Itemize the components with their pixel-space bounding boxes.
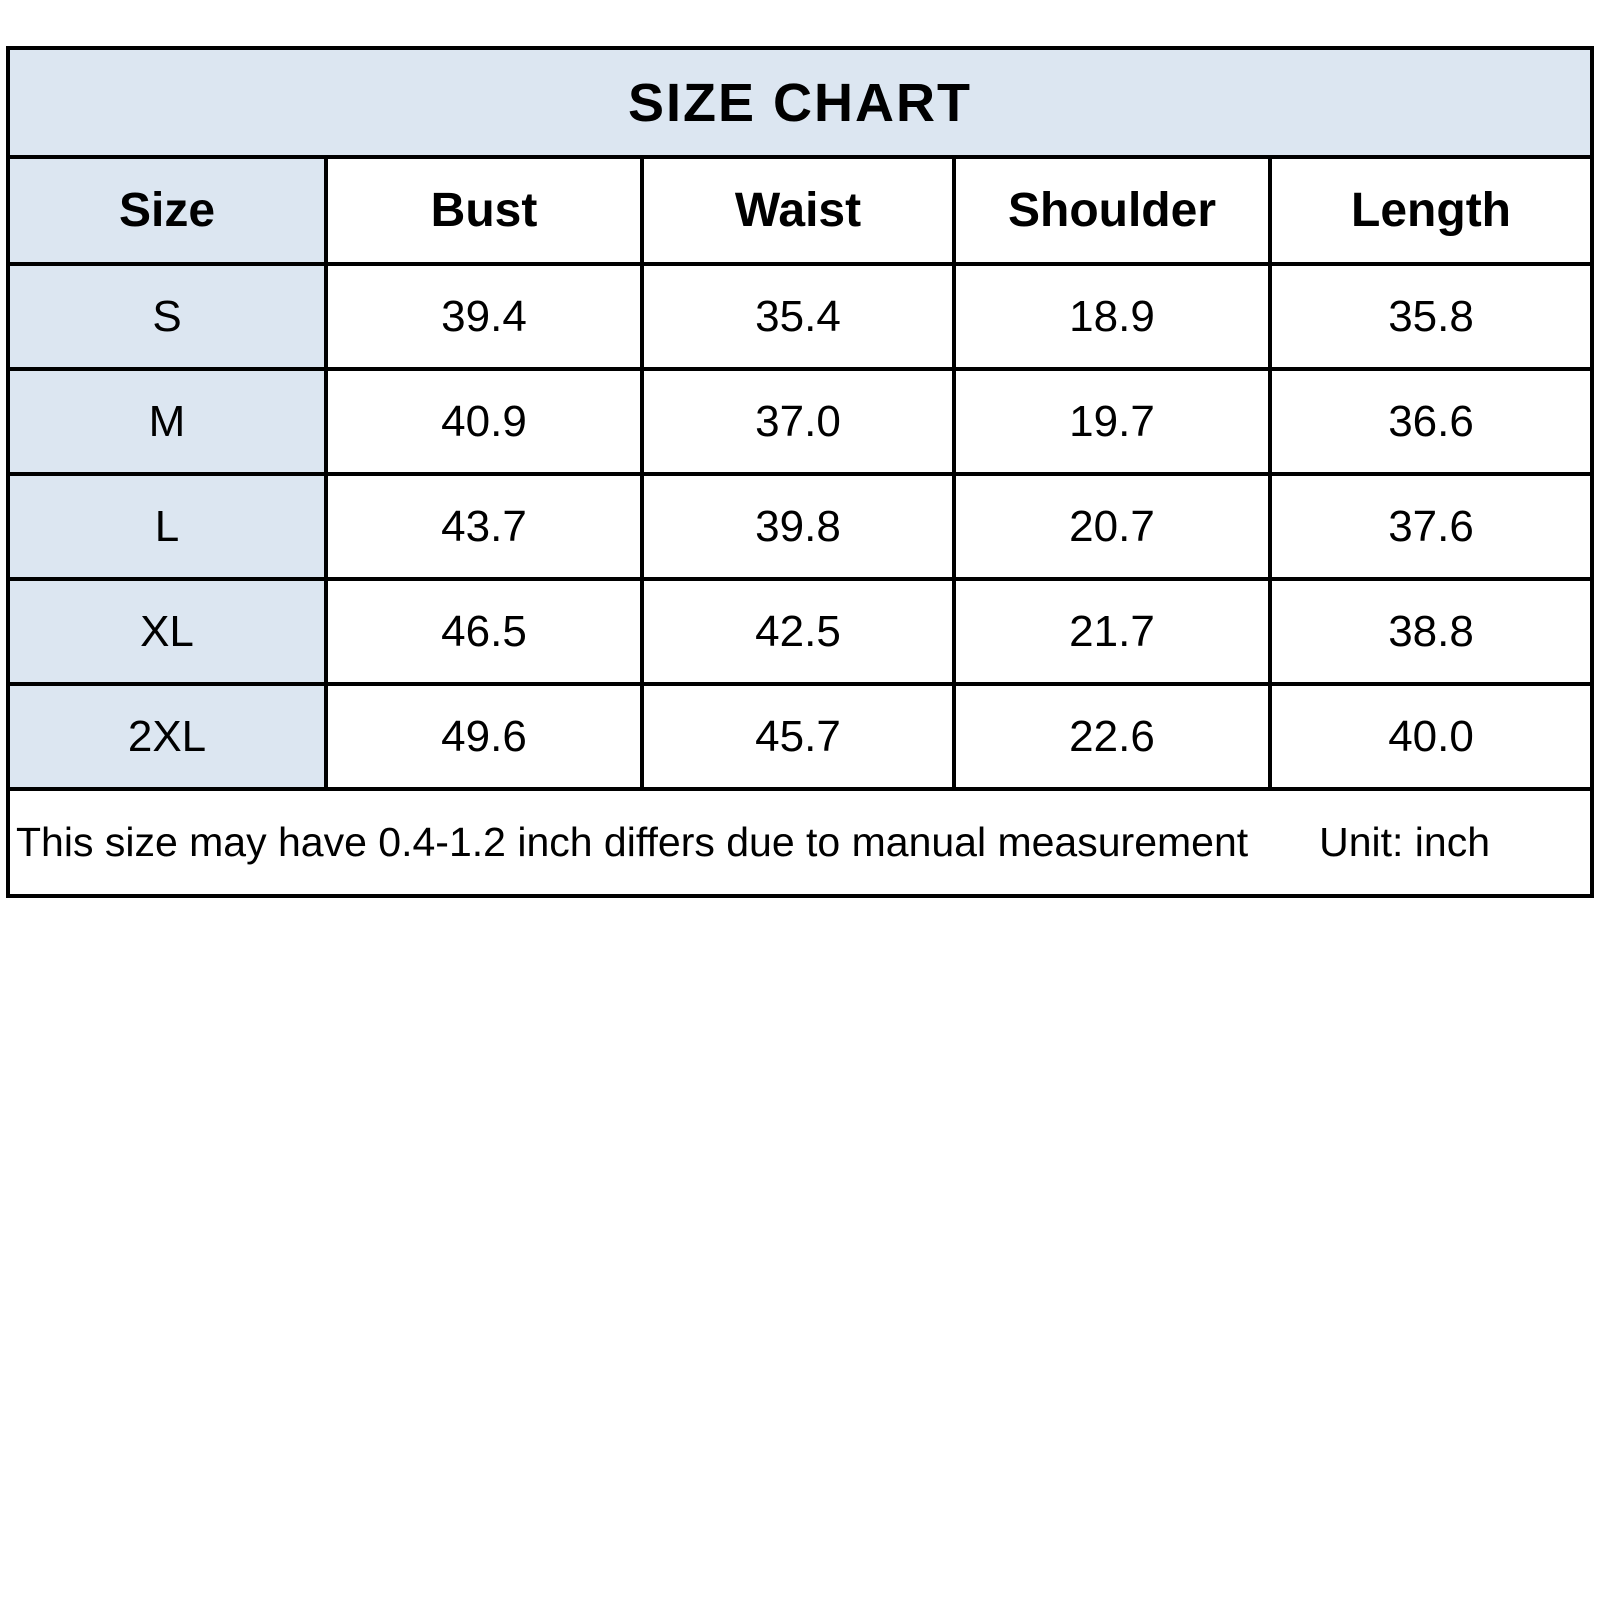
row-label-2xl: 2XL: [8, 684, 326, 789]
cell-2xl-length: 40.0: [1270, 684, 1592, 789]
row-label-m: M: [8, 369, 326, 474]
cell-s-waist: 35.4: [642, 264, 954, 369]
cell-s-shoulder: 18.9: [954, 264, 1270, 369]
chart-title: SIZE CHART: [8, 48, 1592, 157]
cell-xl-length: 38.8: [1270, 579, 1592, 684]
cell-s-length: 35.8: [1270, 264, 1592, 369]
table-row-xl: [8, 579, 1592, 684]
column-header-row: [8, 157, 1592, 264]
title-row: [8, 48, 1592, 157]
row-label-xl: XL: [8, 579, 326, 684]
cell-m-length: 36.6: [1270, 369, 1592, 474]
table-row-2xl: [8, 684, 1592, 789]
cell-2xl-waist: 45.7: [642, 684, 954, 789]
table-row-m: [8, 369, 1592, 474]
cell-m-bust: 40.9: [326, 369, 642, 474]
cell-xl-shoulder: 21.7: [954, 579, 1270, 684]
row-label-l: L: [8, 474, 326, 579]
size-chart-table: [6, 46, 1594, 898]
cell-m-shoulder: 19.7: [954, 369, 1270, 474]
table-row-l: [8, 474, 1592, 579]
cell-l-bust: 43.7: [326, 474, 642, 579]
cell-l-length: 37.6: [1270, 474, 1592, 579]
footer-row: [8, 789, 1592, 896]
unit-label: Unit: inch: [1319, 819, 1491, 865]
cell-s-bust: 39.4: [326, 264, 642, 369]
cell-l-shoulder: 20.7: [954, 474, 1270, 579]
table-row-s: [8, 264, 1592, 369]
cell-l-waist: 39.8: [642, 474, 954, 579]
row-label-s: S: [8, 264, 326, 369]
measurement-note: This size may have 0.4-1.2 inch differs due to manual measurement: [16, 819, 1249, 865]
column-header-shoulder: Shoulder: [954, 157, 1270, 264]
cell-2xl-shoulder: 22.6: [954, 684, 1270, 789]
column-header-bust: Bust: [326, 157, 642, 264]
column-header-size: Size: [8, 157, 326, 264]
cell-2xl-bust: 49.6: [326, 684, 642, 789]
column-header-waist: Waist: [642, 157, 954, 264]
footer-cell: [8, 789, 1592, 896]
cell-m-waist: 37.0: [642, 369, 954, 474]
column-header-length: Length: [1270, 157, 1592, 264]
cell-xl-waist: 42.5: [642, 579, 954, 684]
cell-xl-bust: 46.5: [326, 579, 642, 684]
